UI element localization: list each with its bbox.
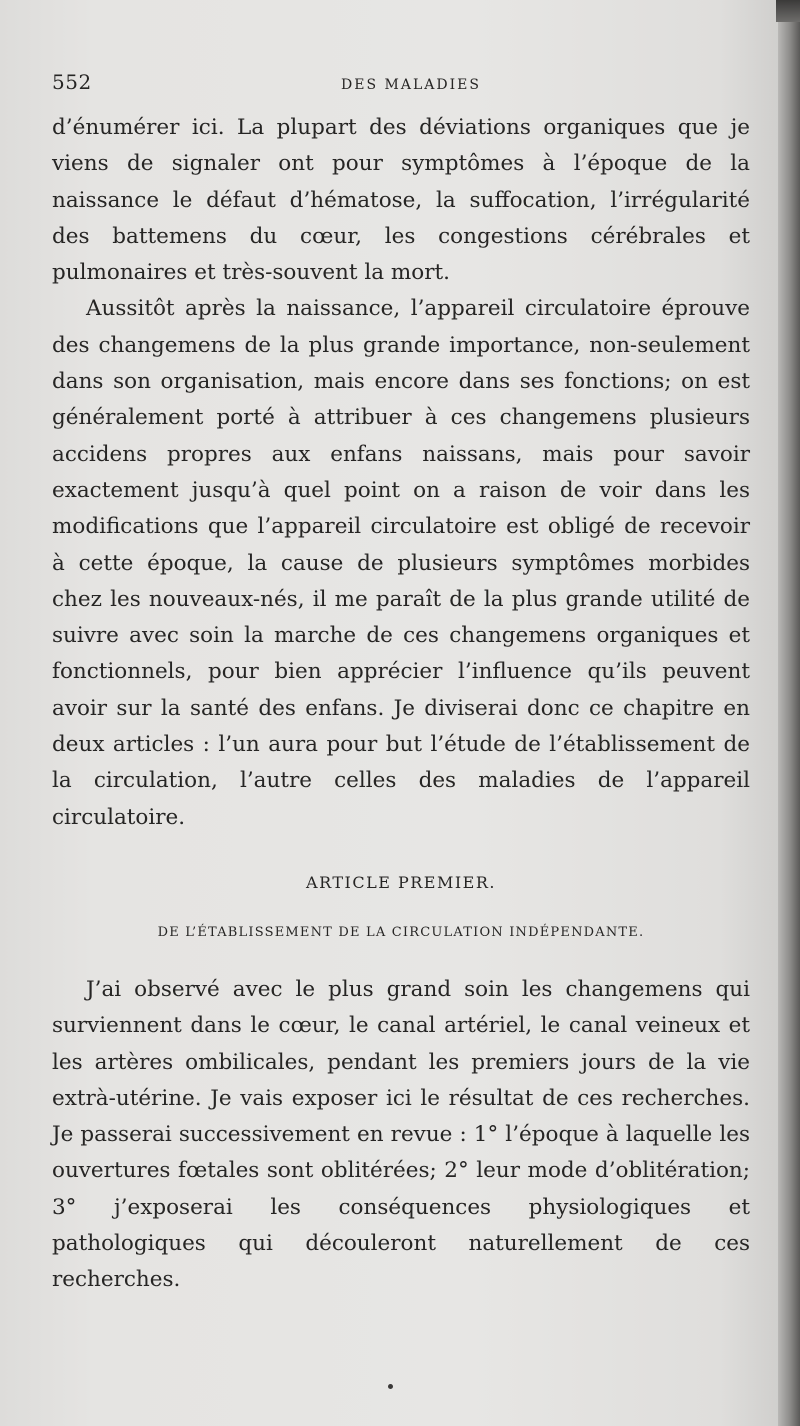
binding-shadow (778, 0, 800, 1426)
ink-speck (388, 1384, 393, 1389)
page-number: 552 (52, 70, 92, 94)
section-spacer (52, 946, 750, 972)
article-title: ARTICLE PREMIER. (306, 872, 496, 892)
paragraph-article-intro: J’ai observé avec le plus grand soin les changemens qui surviennent dans le cœur, le canal artériel, le canal veineux et les artères ombilicales, pendant les premiers jours de la vie extrà-utérine. Je vais exposer ici le résultat de ces recherches. Je passerai successivement en revue : 1° l’époque à laquelle les ouvertures fœtales sont oblitérées; 2° leur mode d’oblitération; 3° j’exposerai les conséquences physiologiques et pathologiques qui découleront naturellement de ces recherches. (52, 976, 750, 1293)
page-corner-shadow (776, 0, 800, 22)
page-text-block (52, 70, 750, 1299)
running-title: DES MALADIES (341, 77, 481, 93)
running-head (52, 70, 750, 110)
paragraph-continuation: d’énumérer ici. La plupart des déviations organiques que je viens de signaler ont pour symptômes à l’époque de la naissance le défaut d’hématose, la suffocation, l’irrégularité des battemens du cœur, les congestions cérébrales et pulmonaires et très-souvent la mort. (52, 115, 750, 286)
paragraph-circulatory-changes: Aussitôt après la naissance, l’appareil circulatoire éprouve des changemens de la plus grande importance, non-seulement dans son organisation, mais encore dans ses fonctions; on est généralement porté à attribuer à ces changemens plusieurs accidens propres aux enfans naissans, mais pour savoir exactement jusqu’à quel point on a raison de voir dans les modifications que l’appareil circulatoire est obligé de recevoir à cette époque, la cause de plusieurs symptômes morbides chez les nouveaux-nés, il me paraît de la plus grande utilité de suivre avec soin la marche de ces changemens organiques et fonctionnels, pour bien apprécier l’influence qu’ils peuvent avoir sur la santé des enfans. Je diviserai donc ce chapitre en deux articles : l’un aura pour but l’étude de l’établissement de la circulation, l’autre celles des maladies de l’appareil circulatoire. (52, 296, 750, 830)
article-subtitle: DE L’ÉTABLISSEMENT DE LA CIRCULATION INDÉPENDANTE. (157, 924, 645, 940)
